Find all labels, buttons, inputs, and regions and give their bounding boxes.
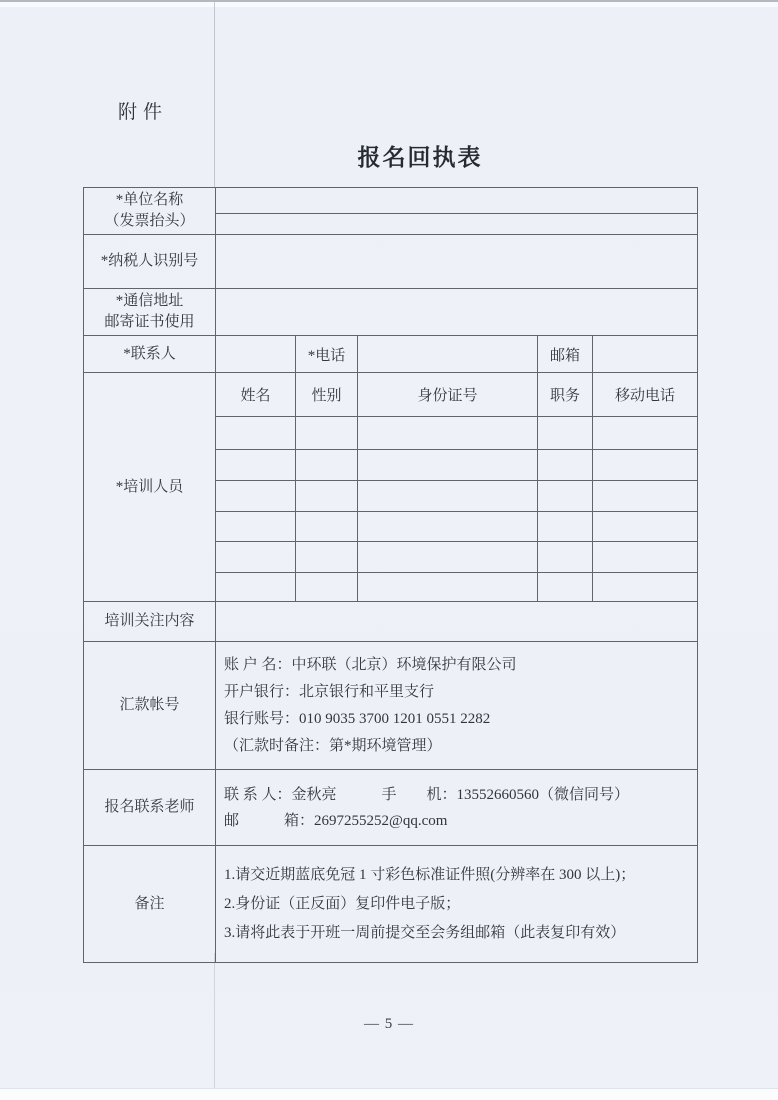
trainee-name-cell	[216, 573, 296, 602]
tax-id-cell	[216, 235, 698, 289]
trainees-col-name: 姓名	[216, 373, 296, 417]
trainee-gender-cell	[296, 542, 358, 573]
contact-phone-cell	[358, 336, 538, 373]
scan-top-edge-highlight	[0, 2, 778, 7]
trainees-label: *培训人员	[84, 373, 216, 602]
trainee-id-number-cell	[358, 450, 538, 481]
remittance-account-number: 银行账号：010 9035 3700 1201 0551 2282	[224, 711, 491, 727]
trainee-gender-cell	[296, 481, 358, 512]
company-name-label-line1: *单位名称	[115, 192, 184, 208]
registration-contact-person-phone: 联 系 人：金秋亮 手 机：13552660560（微信同号）	[224, 786, 630, 803]
contact-email-label: 邮箱	[538, 336, 593, 373]
trainee-position-cell	[538, 450, 593, 481]
address-cell	[216, 289, 698, 336]
trainee-mobile-cell	[593, 450, 698, 481]
registration-contact-email: 邮 箱：2697255252@qq.com	[224, 812, 448, 829]
address-label-line2: 邮寄证书使用	[104, 314, 195, 330]
trainee-id-number-cell	[358, 573, 538, 602]
trainees-col-gender: 性别	[296, 373, 358, 417]
notes-label: 备注	[84, 846, 216, 963]
remittance-details-cell	[216, 642, 698, 770]
note-item-2: 2.身份证（正反面）复印件电子版；	[224, 896, 461, 912]
company-name-label-line2: （发票抬头）	[104, 213, 195, 229]
trainees-col-position: 职务	[538, 373, 593, 417]
trainee-id-number-cell	[358, 481, 538, 512]
trainee-position-cell	[538, 512, 593, 542]
scan-bottom-edge	[0, 1088, 778, 1100]
trainee-mobile-cell	[593, 417, 698, 450]
trainee-id-number-cell	[358, 417, 538, 450]
trainee-id-number-cell	[358, 542, 538, 573]
remittance-label: 汇款帐号	[84, 642, 216, 770]
trainee-mobile-cell	[593, 481, 698, 512]
address-label-line1: *通信地址	[115, 293, 184, 309]
trainee-name-cell	[216, 512, 296, 542]
contact-person-label: *联系人	[84, 336, 216, 373]
training-focus-label: 培训关注内容	[84, 602, 216, 642]
trainee-gender-cell	[296, 450, 358, 481]
remittance-account-name: 账 户 名：中环联（北京）环境保护有限公司	[224, 657, 517, 673]
note-item-1: 1.请交近期蓝底免冠 1 寸彩色标准证件照(分辨率在 300 以上)；	[224, 867, 636, 883]
contact-person-cell	[216, 336, 296, 373]
trainee-mobile-cell	[593, 512, 698, 542]
trainee-position-cell	[538, 417, 593, 450]
address-label	[84, 289, 216, 336]
contact-phone-label: *电话	[296, 336, 358, 373]
company-name-cell-bottom	[216, 213, 698, 234]
trainees-col-mobile: 移动电话	[593, 373, 698, 417]
trainee-mobile-cell	[593, 573, 698, 602]
trainee-gender-cell	[296, 573, 358, 602]
form-title: 报名回执表	[357, 145, 483, 170]
trainee-name-cell	[216, 417, 296, 450]
remittance-memo: （汇款时备注：第*期环境管理）	[224, 738, 442, 754]
attachment-label: 附件	[118, 102, 169, 123]
registration-table	[83, 187, 698, 963]
trainee-name-cell	[216, 481, 296, 512]
trainee-position-cell	[538, 573, 593, 602]
trainee-position-cell	[538, 481, 593, 512]
tax-id-label: *纳税人识别号	[84, 235, 216, 289]
contact-email-cell	[593, 336, 698, 373]
notes-cell	[216, 846, 698, 963]
trainees-col-id-number: 身份证号	[358, 373, 538, 417]
training-focus-cell	[216, 602, 698, 642]
trainee-position-cell	[538, 542, 593, 573]
trainee-name-cell	[216, 450, 296, 481]
trainee-id-number-cell	[358, 512, 538, 542]
note-item-3: 3.请将此表于开班一周前提交至会务组邮箱（此表复印有效）	[224, 925, 626, 941]
trainee-gender-cell	[296, 512, 358, 542]
company-name-label	[84, 188, 216, 235]
trainee-gender-cell	[296, 417, 358, 450]
company-name-cell-top	[216, 188, 698, 214]
page-number: — 5 —	[364, 1016, 414, 1032]
trainee-name-cell	[216, 542, 296, 573]
registration-contact-label: 报名联系老师	[84, 770, 216, 846]
registration-contact-cell	[216, 770, 698, 846]
remittance-bank: 开户银行：北京银行和平里支行	[224, 684, 435, 700]
trainee-mobile-cell	[593, 542, 698, 573]
